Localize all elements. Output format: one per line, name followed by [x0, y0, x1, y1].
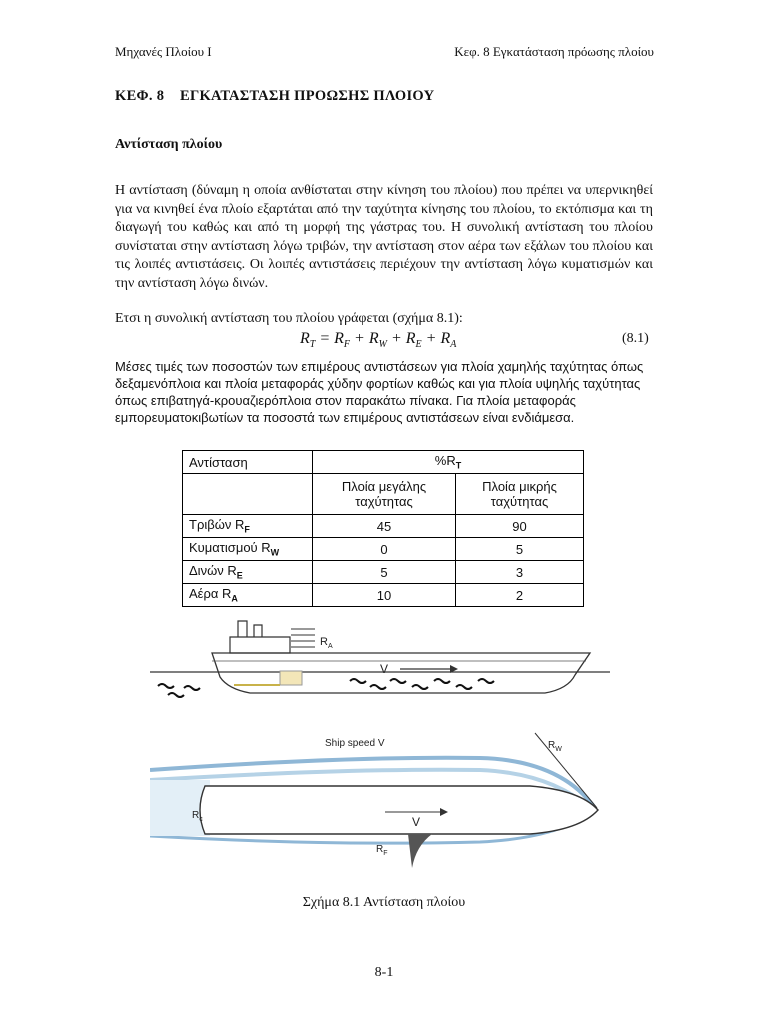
- header-blank-cell: [183, 474, 313, 515]
- row-label: Κυματισμού $R_W$: [183, 538, 313, 561]
- label-v-top: V: [380, 662, 389, 676]
- cell-low-speed: 90: [456, 515, 584, 538]
- col-header-resistance: Αντίσταση: [183, 451, 313, 474]
- label-rc: $R_c$: [192, 810, 203, 823]
- label-rw: $R_W$: [548, 740, 562, 753]
- cell-low-speed: 2: [456, 584, 584, 607]
- row-label: Τριβών $R_F$: [183, 515, 313, 538]
- paragraph-resistance-definition: Η αντίσταση (δύναμη η οποία ανθίσταται στην κίνηση του πλοίου) που πρέπει να υπερνικηθεί για να κινηθεί ένα πλοίο εξαρτάται από την ταχύτητα κίνησης του πλοίου, το εκτόπισμα και τη διαγωγή του καθώς και από τη μορφή της γάστρας του. Η συνολική αντίσταση του πλοίου συνίσταται στην αντίσταση λόγω τριβών, την αντίσταση στον αέρα των εξάλων του πλοίου και τις λοιπές αντιστάσεις. Οι λοιπές αντιστάσεις περιέχουν την αντίσταση λόγω κυματισμών και την αντίσταση λόγω δινών.: [115, 183, 653, 291]
- cell-low-speed: 3: [456, 561, 584, 584]
- label-v-bottom: V: [412, 815, 421, 829]
- resistance-table: [182, 450, 584, 607]
- label-rf: $R_F$: [376, 844, 388, 857]
- table-row: [183, 561, 584, 584]
- col-header-percent-rt: $\%R_T$: [313, 451, 584, 474]
- col-header-low-speed: Πλοία μικρής ταχύτητας: [456, 474, 584, 515]
- table-row: [183, 584, 584, 607]
- running-header-right: Κεφ. 8 Εγκατάσταση πρόωσης πλοίου: [454, 44, 654, 59]
- cell-low-speed: 5: [456, 538, 584, 561]
- row-label: Δινών $R_E$: [183, 561, 313, 584]
- section-title: Αντίσταση πλοίου: [115, 137, 223, 152]
- equation-number: (8.1): [622, 331, 649, 346]
- ship-side-view-figure: [150, 615, 610, 710]
- col-header-high-speed: Πλοία μεγάλης ταχύτητας: [313, 474, 456, 515]
- paragraph-average-values: Μέσες τιμές των ποσοστών των επιμέρους αντιστάσεων για πλοία χαμηλής ταχύτητας όπως δεξαμενόπλοια και πλοία μεταφοράς χύδην φορτίων καθώς και για πλοία υψηλής ταχύτητας όπως επιβατηγά-κρουαζιερόπλοια στον παρακάτω πίνακα. Για πλοία μεταφοράς εμπορευματοκιβωτίων τα ποσοστά των επιμέρους αντιστάσεων είναι ενδιάμεσα.: [115, 359, 644, 425]
- table-row: [183, 538, 584, 561]
- label-ra: $R_A$: [320, 636, 333, 650]
- row-label: Αέρα $R_A$: [183, 584, 313, 607]
- cell-high-speed: 5: [313, 561, 456, 584]
- page-number: 8-1: [374, 965, 394, 980]
- cell-high-speed: 10: [313, 584, 456, 607]
- ship-top-view-figure: [150, 728, 610, 878]
- equation-total-resistance: $R_T = R_F + R_W + R_E + R_A$: [300, 330, 457, 351]
- label-ship-speed: Ship speed V: [325, 738, 385, 749]
- paragraph-total-resistance-intro: Ετσι η συνολική αντίσταση του πλοίου γράφεται (σχήμα 8.1):: [115, 311, 463, 326]
- chapter-title: ΚΕΦ. 8 ΕΓΚΑΤΑΣΤΑΣΗ ΠΡΟΩΣΗΣ ΠΛΟΙΟΥ: [115, 88, 435, 104]
- cell-high-speed: 0: [313, 538, 456, 561]
- running-header-left: Μηχανές Πλοίου Ι: [115, 44, 212, 59]
- table-row: [183, 515, 584, 538]
- figure-caption: Σχήμα 8.1 Αντίσταση πλοίου: [302, 895, 466, 910]
- cell-high-speed: 45: [313, 515, 456, 538]
